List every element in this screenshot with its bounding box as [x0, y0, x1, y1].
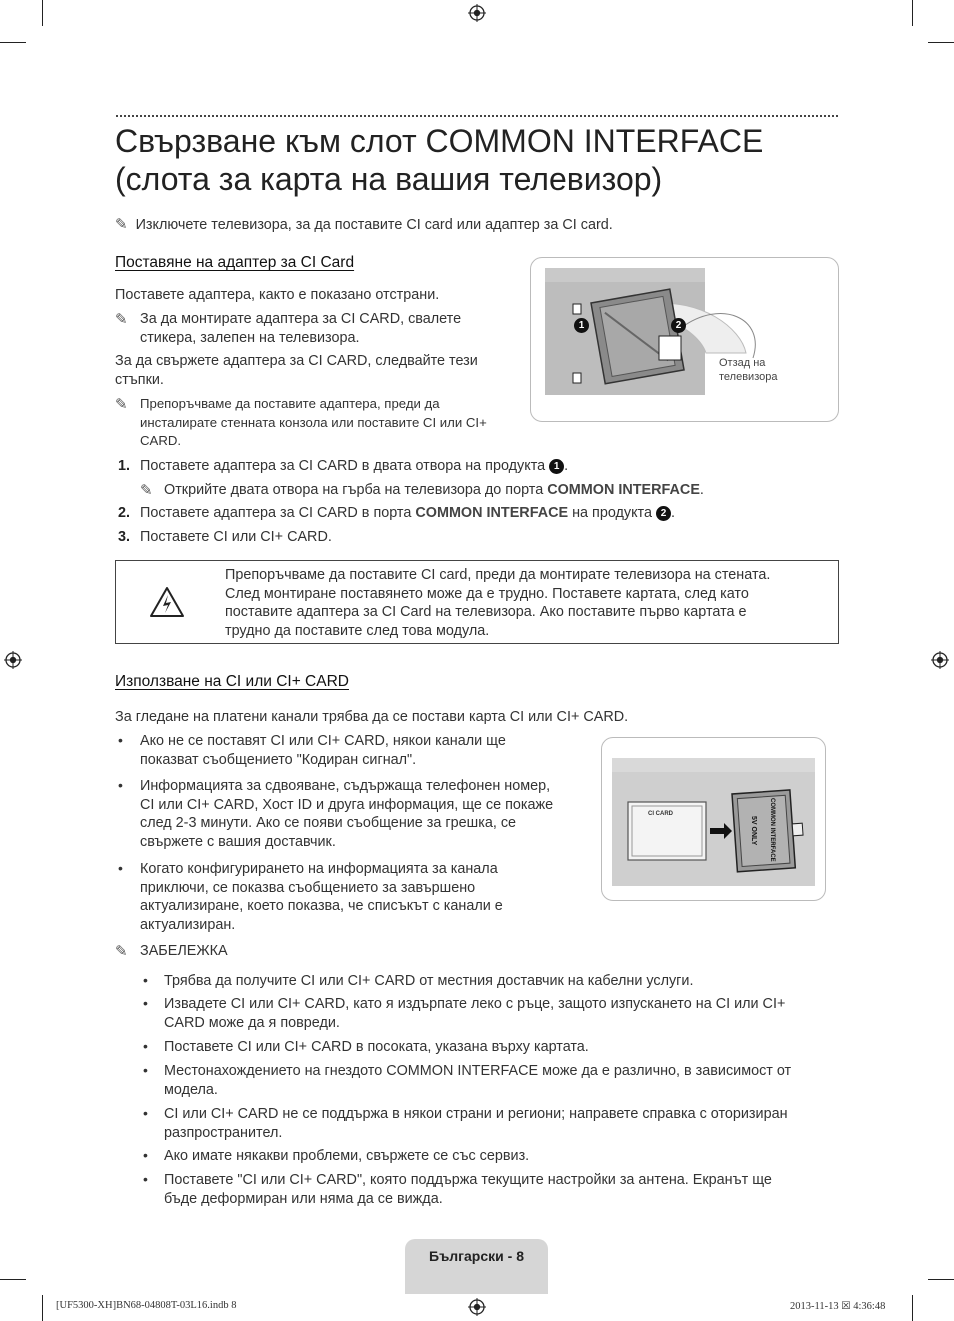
list-item: Ако не се поставят CI или CI+ CARD, някои канали ще показват съобщението "Кодиран сигнал". — [140, 733, 506, 768]
marker-1: 1 — [549, 459, 564, 474]
bullet-icon: • — [143, 972, 148, 988]
bullet-icon: • — [118, 777, 123, 793]
file-info: [UF5300-XH]BN68-04808T-03L16.indb 8 — [56, 1300, 237, 1311]
step-3: Поставете CI или CI+ CARD. — [140, 529, 332, 545]
list-item: Поставете "CI или CI+ CARD", която поддържа текущите настройки за антена. Екранът ще бъде деформиран или няма да се вижда. — [164, 1172, 772, 1207]
section-heading-ci-card: Използване на CI или CI+ CARD — [115, 673, 349, 690]
title-rule — [116, 115, 838, 117]
list-item: Информацията за сдвояване, съдържаща телефонен номер, CI или CI+ CARD, Хост ID и друга информация, ще се покаже след 2-3 минути. Ако се появи съобщение за грешка, се свържете с вашия доставчик. — [140, 778, 554, 850]
caution-text: Препоръчваме да поставите CI card, преди да монтирате телевизора на стената. След монтиране поставянето може да е трудно. Поставете картата, след като поставите адаптера за CI Card на телевизора. Ако поставите първо картата е трудно да поставите след това модула. — [225, 567, 771, 639]
step-number: 2. — [118, 505, 131, 521]
figure-adapter-install — [530, 257, 839, 422]
registration-mark-icon — [4, 651, 22, 669]
bullet-icon: • — [143, 1105, 148, 1121]
figure-caption: Отзад на телевизора — [719, 357, 778, 383]
step-2: Поставете адаптера за CI CARD в порта COMMON INTERFACE на продукта 2 . — [140, 505, 675, 521]
section-heading-adapter: Поставяне на адаптер за CI Card — [115, 254, 355, 271]
list-item: Местонахождението на гнездото COMMON INTERFACE може да е различно, в зависимост от модела. — [164, 1063, 792, 1098]
intro-note: ✎ Изключете телевизора, за да поставите CI card или адаптер за CI card. — [115, 216, 613, 233]
note-heading: ЗАБЕЛЕЖКА — [140, 943, 228, 959]
crop-mark — [912, 0, 913, 26]
date-info: 2013-11-13 ☒ 4:36:48 — [790, 1301, 886, 1312]
step-1: Поставете адаптера за CI CARD в двата отвора на продукта 1 . — [140, 458, 569, 474]
crop-mark — [928, 42, 954, 43]
pencil-note-icon: ✎ — [140, 482, 153, 499]
list-item: Когато конфигурирането на информацията за канала приключи, се показва съобщението за завършено актуализиране, което показва, че списъкът с канали е актуализиран. — [140, 861, 503, 933]
port-label: COMMON INTERFACE — [769, 798, 775, 862]
crop-mark — [42, 0, 43, 26]
note-remove-sticker: За да монтирате адаптера за CI CARD, свалете стикера, залепен на телевизора. — [140, 311, 462, 346]
crop-mark — [0, 1279, 26, 1280]
bullet-icon: • — [143, 1062, 148, 1078]
step-1-note: Открийте двата отвора на гърба на телевизора до порта COMMON INTERFACE. — [164, 482, 704, 498]
page-number-tab — [405, 1239, 548, 1294]
pencil-note-icon: ✎ — [115, 396, 128, 413]
step-number: 3. — [118, 529, 131, 545]
note-recommend: Препоръчваме да поставите адаптера, преди да инсталирате стенната конзола или поставите CI или CI+ CARD. — [140, 396, 487, 448]
warning-triangle-icon — [149, 586, 185, 618]
bullet-icon: • — [143, 1147, 148, 1163]
marker-2: 2 — [671, 318, 686, 333]
list-item: Извадете CI или CI+ CARD, като я издърпате леко с ръце, защото изпускането на CI или CI+ CARD може да я повреди. — [164, 996, 786, 1031]
list-item: CI или CI+ CARD не се поддържа в някои страни и региони; направете справка с оторизиран разпространител. — [164, 1106, 788, 1141]
crop-mark — [42, 1295, 43, 1321]
list-item: Поставете CI или CI+ CARD в посоката, указана върху картата. — [164, 1039, 589, 1055]
marker-1: 1 — [574, 318, 589, 333]
bullet-icon: • — [118, 732, 123, 748]
bullet-icon: • — [118, 860, 123, 876]
bullet-icon: • — [143, 1038, 148, 1054]
paragraph: За да свържете адаптера за CI CARD, следвайте тези стъпки. — [115, 353, 478, 388]
page-title: Свързване към слот COMMON INTERFACE (слота за карта на вашия телевизор) — [115, 123, 764, 197]
port-voltage-label: 5V ONLY — [750, 816, 757, 846]
paragraph: Поставете адаптера, както е показано отстрани. — [115, 287, 440, 303]
marker-2: 2 — [656, 506, 671, 521]
step-number: 1. — [118, 458, 131, 474]
adapter-illustration — [531, 258, 838, 421]
bullet-icon: • — [143, 1171, 148, 1187]
paragraph: За гледане на платени канали трябва да се постави карта CI или CI+ CARD. — [115, 709, 629, 725]
registration-mark-icon — [468, 4, 486, 22]
page-number: Български - 8 — [429, 1248, 524, 1264]
crop-mark — [0, 42, 26, 43]
ci-card-label: CI CARD — [648, 811, 673, 817]
pencil-note-icon: ✎ — [115, 311, 128, 328]
list-item: Ако имате някакви проблеми, свържете се със сервиз. — [164, 1148, 530, 1164]
caution-box — [115, 560, 839, 644]
crop-mark — [912, 1295, 913, 1321]
ci-card-illustration — [602, 738, 825, 900]
figure-ci-card-insert — [601, 737, 826, 901]
registration-mark-icon — [468, 1298, 486, 1316]
pencil-note-icon: ✎ — [115, 943, 128, 960]
registration-mark-icon — [931, 651, 949, 669]
crop-mark — [928, 1279, 954, 1280]
bullet-icon: • — [143, 995, 148, 1011]
list-item: Трябва да получите CI или CI+ CARD от местния доставчик на кабелни услуги. — [164, 973, 694, 989]
pencil-note-icon: ✎ — [115, 216, 128, 233]
